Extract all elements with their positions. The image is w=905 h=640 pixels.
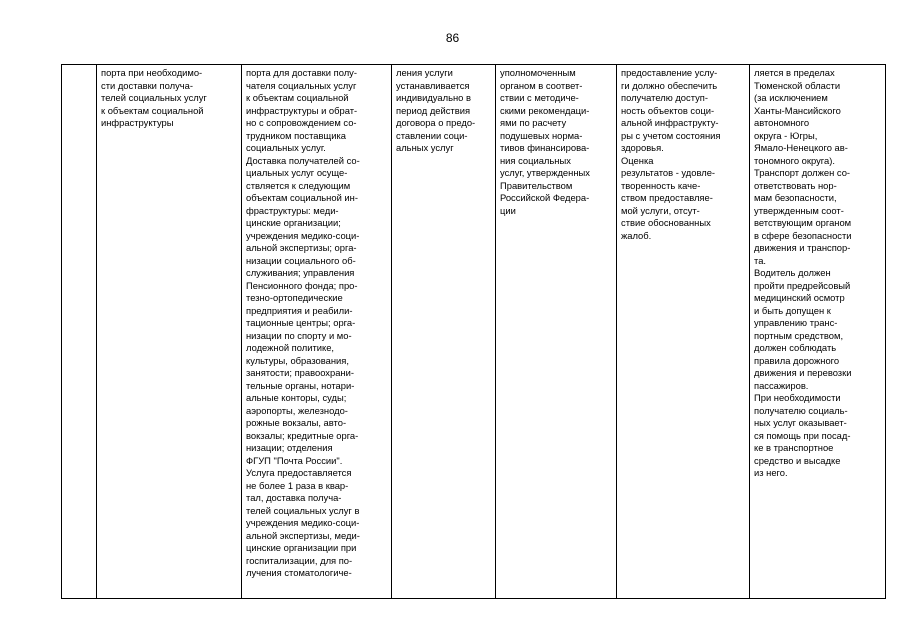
cell-text: предоставление услу- ги должно обеспечить получателю доступ- ность объектов соци- альной инфраструкту- ры с учетом состояния здоровья. Оценка результатов - удовле- творенность каче- ством предоставляе- мой услуги, отсут- ствие обоснованных жалоб.: [621, 67, 721, 241]
table-cell-service-description: [242, 65, 392, 599]
cell-text: ляется в пределах Тюменской области (за исключением Ханты-Мансийского автономного округа - Югры, Ямало-Ненецкого ав- тономного округа). Транспорт должен со- ответствовать нор- мам безопасности, утвержденным соот- ветствующим органом в сфере безопасности движения и транспор- та. Водитель должен пройти предрейсовый медицинский осмотр и быть допущен к управлению транс- портным средством, должен соблюдать правила дорожного движения и перевозки пассажиров. При необходимости получателю социаль- ных услуг оказывает- ся помощь при посад- ке в транспортное средство и высадке из него.: [754, 67, 852, 478]
cell-text: порта при необходимо- сти доставки получа- телей социальных услуг к объектам социальной инфраструктуры: [101, 67, 207, 128]
table-row: [62, 65, 886, 599]
table-cell-funding-norms: [496, 65, 617, 599]
cell-text: ления услуги устанавливается индивидуально в период действия договора о предо- ставлении соци- альных услуг: [396, 67, 476, 153]
cell-text: уполномоченным органом в соответ- ствии с методиче- скими рекомендаци- ями по расчету подушевых норма- тивов финансирова- ния социальных услуг, утвержденных Правительством Российской Федера- ции: [500, 67, 590, 216]
table-cell-conditions: [750, 65, 886, 599]
table-cell-service-name: [97, 65, 242, 599]
table-cell-service-timing: [392, 65, 496, 599]
table-cell-number: [62, 65, 97, 599]
cell-text: порта для доставки полу- чателя социальных услуг к объектам социальной инфраструктуры и обрат- но с сопровождением со- трудником поставщика социальных услуг. Доставка получателей со- циальных услуг осуще- ствляется к следующим объектам социальной ин- фраструктуры: меди- цинские организации; учреждения медико-соци- альной экспертизы; орга- низации социального об- служивания; управления Пенсионного фонда; про- тезно-ортопедические предприятия и реабили- тационные центры; орга- низации по спорту и мо- лодежной политике, культуры, образования, занятости; правоохрани- тельные органы, нотари- альные конторы, суды; аэропорты, железнодо- рожные вокзалы, авто- вокзалы; кредитные орга- низации; отделения ФГУП "Почта России". Услуга предоставляется не более 1 раза в квар- тал, доставка получа- телей социальных услуг в учреждения медико-соци- альной экспертизы, меди- цинские организации при госпитализации, для по- лучения стоматологиче-: [246, 67, 360, 578]
page-number: 86: [445, 31, 460, 45]
services-table: [61, 64, 886, 599]
table-cell-quality-indicators: [617, 65, 750, 599]
